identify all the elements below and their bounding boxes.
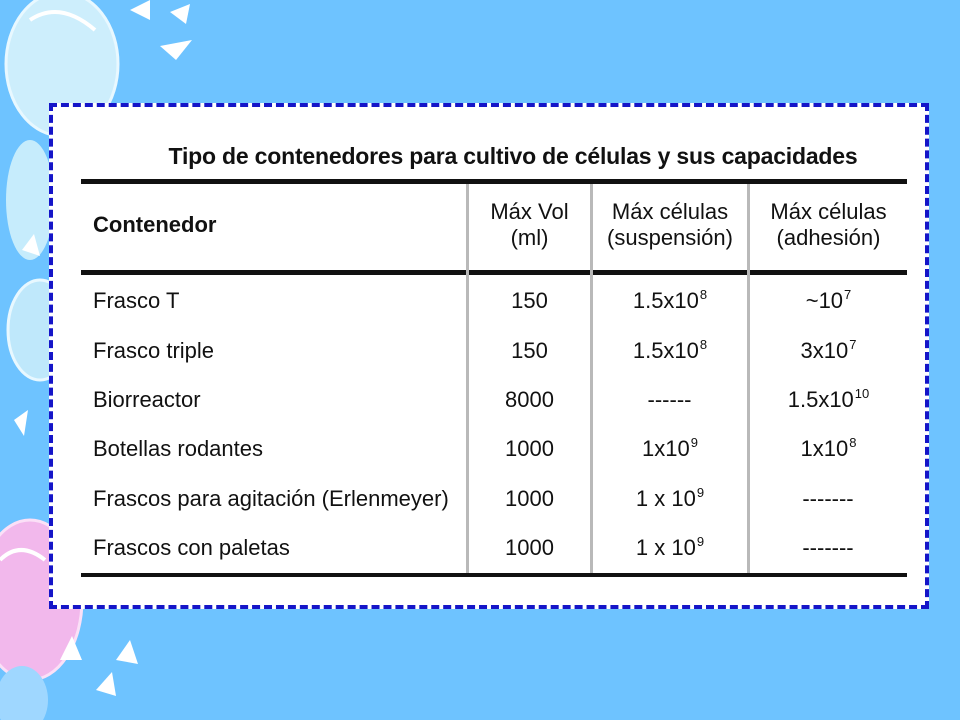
cell-vol: 8000: [505, 387, 554, 412]
header-line: (adhesión): [776, 225, 881, 250]
table-panel: [49, 103, 929, 609]
header-line: (suspensión): [607, 225, 733, 250]
bottom-rule: [81, 573, 907, 577]
cell-suspension: 1 x $10^9$: [635, 485, 705, 511]
cell-adhesion: $1x10^8$: [800, 435, 857, 461]
cell-adhesion: -------: [802, 535, 854, 560]
cell-contenedor: Frasco triple: [93, 338, 215, 363]
cell-suspension: ------: [647, 387, 692, 412]
cell-adhesion: $1.5x10^{10}$: [787, 386, 870, 412]
cell-contenedor: Frascos para agitación (Erlenmeyer): [93, 486, 449, 511]
header-rule: [81, 270, 907, 275]
cell-adhesion: $\sim 10^7$: [805, 287, 852, 313]
cell-vol: 1000: [505, 486, 554, 511]
header-line: Máx Vol: [490, 199, 569, 224]
header-line: Máx células: [611, 199, 729, 224]
table-title: Tipo de contenedores para cultivo de células y sus capacidades: [168, 143, 858, 169]
cell-suspension: $1.5x10^8$: [632, 337, 708, 363]
cell-adhesion: -------: [802, 486, 854, 511]
header-max-cells-suspension: [593, 199, 747, 251]
cell-contenedor: Biorreactor: [93, 387, 201, 412]
cell-suspension: $1.5x10^8$: [632, 287, 708, 313]
cell-contenedor: Botellas rodantes: [93, 436, 263, 461]
top-rule: [81, 179, 907, 184]
cell-contenedor: Frascos con paletas: [93, 535, 290, 560]
cell-vol: 1000: [505, 436, 554, 461]
cell-suspension: $1x10^9$: [642, 435, 698, 461]
cell-contenedor: Frasco T: [93, 288, 180, 313]
cell-adhesion: $3x10^7$: [800, 337, 857, 363]
header-line: Máx células: [770, 199, 887, 224]
cell-suspension: 1 x $10^9$: [635, 534, 705, 560]
header-max-vol: [469, 199, 590, 251]
header-contenedor: Contenedor: [93, 212, 217, 237]
cell-vol: 1000: [505, 535, 554, 560]
cell-vol: 150: [511, 338, 548, 363]
cell-vol: 150: [511, 288, 548, 313]
header-line: (ml): [510, 225, 549, 250]
header-max-cells-adhesion: [750, 199, 907, 251]
